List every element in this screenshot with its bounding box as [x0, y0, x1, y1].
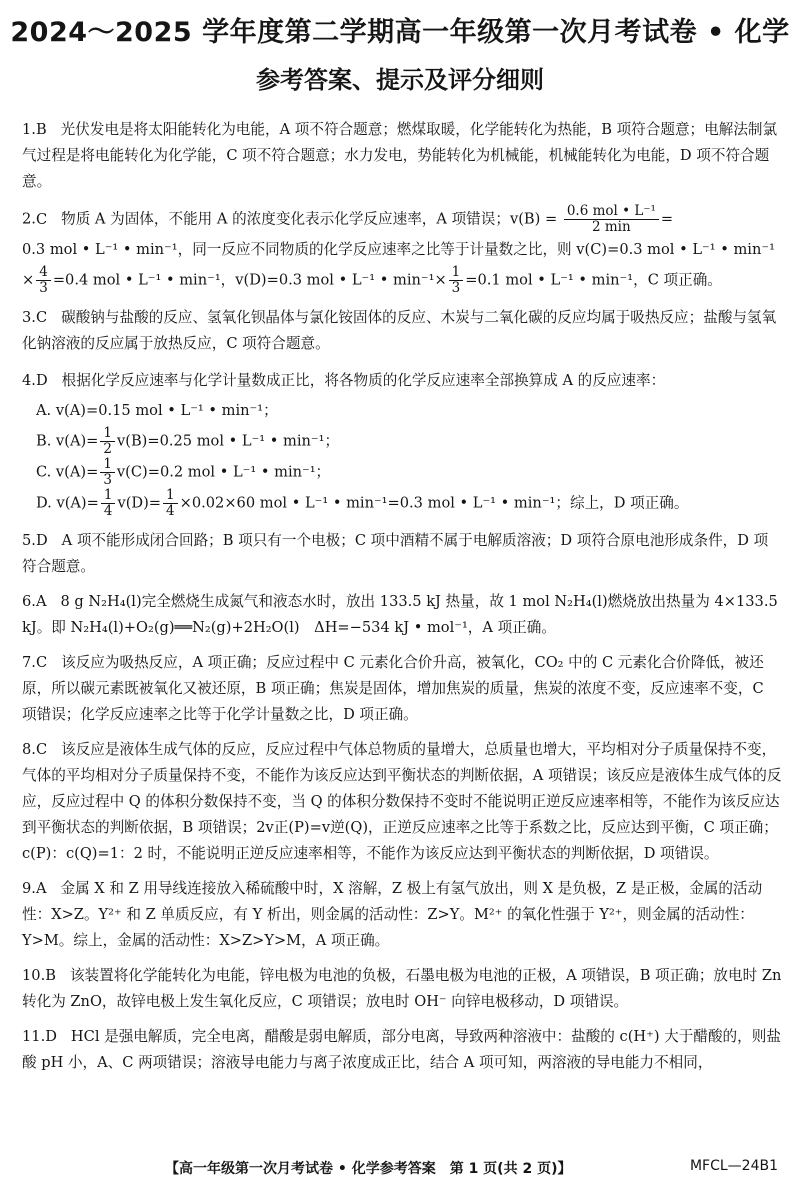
answer-item-7: 7.C 该反应为吸热反应，A 项正确；反应过程中 C 元素化合价升高，被氧化，CO₂ 中的 C 元素化合价降低，被还原，所以碳元素既被氧化又被还原，B 项正确；焦炭是固体，增加焦炭的质量，焦炭的浓度不变，反应速率不变，C 项错误；化学反应速率之比等于化学计量数之比，D 项正确。: [22, 654, 764, 723]
answer-letter: C: [35, 210, 48, 228]
explanation: 该反应是液体生成气体的反应，反应过程中气体总物质的量增大，总质量也增大，平均相对分子质量保持不变，气体的平均相对分子质量保持不变，不能作为该反应达到平衡状态的判断依据，A 项错误；该反应是液体生成气体的反应，反应过程中 Q 的体积分数保持不变，当 Q 的体积分数保持不变时不能说明正逆反应速率相等，不能作为该反应达到平衡状态的判断依据，B 项错误；2v正(P)=v逆(Q)，正逆反应速率之比等于系数之比，反应达到平衡，C 项正确；c(P)：c(Q)=1：2 时，不能说明正逆反应速率相等，不能作为该反应达到平衡状态的判断依据，D 项错误。: [22, 741, 782, 862]
answer-letter: C: [35, 309, 48, 326]
answer-item-2: 2.C 物质 A 为固体，不能用 A 的浓度变化表示化学反应速率，A 项错误；v(B) = $\frac{\text{0.6 mol • L⁻¹}}{2 \min}$ = 0.3 mol • L⁻¹ • min⁻¹，同一反应不同物质的化学反应速率之比等于计量数之比，则 v(C)=0.3 mol • L⁻¹ • min⁻¹ × $\frac{4}{3}$ =0.4 mol • L⁻¹ • min⁻¹，v(D)=0.3 mol • L⁻¹ • min⁻¹× $\frac{1}{3}$ =0.1 mol • L⁻¹ • min⁻¹，C 项正确。: [22, 204, 782, 296]
answer-letter: D: [45, 1028, 57, 1045]
answer-item-6: 6.A 8 g N₂H₄(l)完全燃烧生成氮气和液态水时，放出 133.5 kJ 热量，故 1 mol N₂H₄(l)燃烧放出热量为 4×133.5 kJ。即 N₂H₄(l)+O₂(g)══N₂(g)+2H₂O(l) ΔH=−534 kJ • mol⁻¹，A 项正确。: [22, 593, 778, 636]
answer-list: [22, 117, 782, 1085]
explanation: 光伏发电是将太阳能转化为电能，A 项不符合题意；燃煤取暖，化学能转化为热能，B 项符合题意；电解法制氯气过程是将电能转化为化学能，C 项不符合题意；水力发电，势能转化为机械能，机械能转化为电能，D 项不符合题意。: [22, 121, 778, 190]
answer-letter: B: [45, 967, 56, 984]
answer-letter: C: [35, 654, 48, 671]
answer-item-11: 11.D HCl 是强电解质，完全电离，醋酸是弱电解质，部分电离，导致两种溶液中：盐酸的 c(H⁺) 大于醋酸的，则盐酸 pH 小，A、C 两项错误；溶液导电能力与离子浓度成正比，结合 A 项可知，两溶液的导电能力不相同，: [22, 1028, 781, 1071]
answer-item-3: 3.C 碳酸钠与盐酸的反应、氢氧化钡晶体与氯化铵固体的反应、木炭与二氧化碳的反应均属于吸热反应；盐酸与氢氧化钠溶液的反应属于放热反应，C 项符合题意。: [22, 309, 777, 352]
answer-letter: C: [35, 741, 48, 758]
fraction: $\frac{\text{0.6 mol • L⁻¹}}{2 \min}$: [564, 204, 659, 235]
page-title: 2024～2025 学年度第二学期高一年级第一次月考试卷 • 化学: [10, 17, 790, 48]
answer-letter: D: [35, 532, 48, 549]
answer-letter: A: [35, 593, 47, 610]
explanation: 该装置将化学能转化为电能，锌电极为电池的负极，石墨电极为电池的正极，A 项错误，B 项正确；放电时 Zn 转化为 ZnO，故锌电极上发生氧化反应，C 项错误；放电时 OH⁻ 向锌电极移动，D 项错误。: [22, 967, 782, 1010]
page-subtitle: 参考答案、提示及评分细则: [256, 66, 544, 94]
answer-letter: A: [35, 880, 47, 897]
option-d-calc: D. v(A)= $\frac{1}{4}$ v(D)= $\frac{1}{4}$ ×0.02×60 mol • L⁻¹ • min⁻¹=0.3 mol • L⁻¹ • min⁻¹；综上，D 项正确。: [36, 487, 689, 519]
fraction: $\frac{4}{3}$: [36, 265, 51, 296]
answer-item-1: 1.B 光伏发电是将太阳能转化为电能，A 项不符合题意；燃煤取暖，化学能转化为热能，B 项符合题意；电解法制氯气过程是将电能转化为化学能，C 项不符合题意；水力发电，势能转化为机械能，机械能转化为电能，D 项不符合题意。: [22, 121, 778, 190]
answer-item-4: 4.D 根据化学反应速率与化学计量数成正比，将各物质的化学反应速率全部换算成 A 的反应速率： A. v(A)=0.15 mol • L⁻¹ • min⁻¹； B. v(A)= $\frac{1}{2}$ v(B)=0.25 mol • L⁻¹ • min⁻¹； C. v(A)= $\frac{1}{3}$ v(C)=0.2 mol • L⁻¹ • min⁻¹； D. v(A)= $\frac{1}{4}$ v(D)= $\frac{1}{4}$ ×0.02×60 mol • L⁻¹ • min⁻¹=0.3 mol • L⁻¹ • min⁻¹；综上，D 项正确。: [22, 366, 782, 519]
option-a-calc: A. v(A)=0.15 mol • L⁻¹ • min⁻¹；: [36, 402, 278, 419]
explanation: A 项不能形成闭合回路；B 项只有一个电极；C 项中酒精不属于电解质溶液；D 项符合原电池形成条件，D 项符合题意。: [22, 532, 769, 575]
answer-item-10: 10.B 该装置将化学能转化为电能，锌电极为电池的负极，石墨电极为电池的正极，A 项错误，B 项正确；放电时 Zn 转化为 ZnO，故锌电极上发生氧化反应，C 项错误；放电时 OH⁻ 向锌电极移动，D 项错误。: [22, 967, 782, 1010]
answer-item-8: 8.C 该反应是液体生成气体的反应，反应过程中气体总物质的量增大，总质量也增大，平均相对分子质量保持不变，气体的平均相对分子质量保持不变，不能作为该反应达到平衡状态的判断依据，A 项错误；该反应是液体生成气体的反应，反应过程中 Q 的体积分数保持不变，当 Q 的体积分数保持不变时不能说明正逆反应速率相等，不能作为该反应达到平衡状态的判断依据，B 项错误；2v正(P)=v逆(Q)，正逆反应速率之比等于系数之比，反应达到平衡，C 项正确；c(P)：c(Q)=1：2 时，不能说明正逆反应速率相等，不能作为该反应达到平衡状态的判断依据，D 项错误。: [22, 741, 782, 862]
fraction: $\frac{1}{3}$: [449, 265, 464, 296]
explanation: HCl 是强电解质，完全电离，醋酸是弱电解质，部分电离，导致两种溶液中：盐酸的 c(H⁺) 大于醋酸的，则盐酸 pH 小，A、C 两项错误；溶液导电能力与离子浓度成正比，结合 A 项可知，两溶液的导电能力不相同，: [22, 1028, 781, 1071]
answer-letter: B: [35, 121, 47, 138]
explanation: 金属 X 和 Z 用导线连接放入稀硫酸中时，X 溶解，Z 极上有氢气放出，则 X 是负极，Z 是正极，金属的活动性：X>Z。Y²⁺ 和 Z 单质反应，有 Y 析出，则金属的活动性：Z>Y。M²⁺ 的氧化性强于 Y²⁺，则金属的活动性：Y>M。综上，金属的活动性：X>Z>Y>M，A 项正确。: [22, 880, 763, 949]
footer-code: MFCL—24B1: [689, 1158, 778, 1174]
option-b-calc: B. v(A)= $\frac{1}{2}$ v(B)=0.25 mol • L⁻¹ • min⁻¹；: [36, 425, 340, 457]
answer-item-9: 9.A 金属 X 和 Z 用导线连接放入稀硫酸中时，X 溶解，Z 极上有氢气放出，则 X 是负极，Z 是正极，金属的活动性：X>Z。Y²⁺ 和 Z 单质反应，有 Y 析出，则金属的活动性：Z>Y。M²⁺ 的氧化性强于 Y²⁺，则金属的活动性：Y>M。综上，金属的活动性：X>Z>Y>M，A 项正确。: [22, 880, 763, 949]
answer-item-5: 5.D A 项不能形成闭合回路；B 项只有一个电极；C 项中酒精不属于电解质溶液；D 项符合原电池形成条件，D 项符合题意。: [22, 532, 769, 575]
explanation-line: 0.3 mol • L⁻¹ • min⁻¹，同一反应不同物质的化学反应速率之比等于计量数之比，则 v(C)=0.3 mol • L⁻¹ • min⁻¹: [22, 241, 775, 258]
explanation: 碳酸钠与盐酸的反应、氢氧化钡晶体与氯化铵固体的反应、木炭与二氧化碳的反应均属于吸热反应；盐酸与氢氧化钠溶液的反应属于放热反应，C 项符合题意。: [22, 309, 777, 352]
option-c-calc: C. v(A)= $\frac{1}{3}$ v(C)=0.2 mol • L⁻¹ • min⁻¹；: [36, 456, 331, 488]
footer-page-info: 【高一年级第一次月考试卷 • 化学参考答案 第 1 页(共 2 页)】: [165, 1161, 572, 1177]
answer-letter: D: [35, 372, 48, 389]
explanation: 8 g N₂H₄(l)完全燃烧生成氮气和液态水时，放出 133.5 kJ 热量，故 1 mol N₂H₄(l)燃烧放出热量为 4×133.5 kJ。即 N₂H₄(l)+O₂(g)══N₂(g)+2H₂O(l) ΔH=−534 kJ • mol⁻¹，A 项正确。: [22, 593, 778, 636]
explanation: 该反应为吸热反应，A 项正确；反应过程中 C 元素化合价升高，被氧化，CO₂ 中的 C 元素化合价降低，被还原，所以碳元素既被氧化又被还原，B 项正确；焦炭是固体，增加焦炭的质量，焦炭的浓度不变，反应速率不变，C 项错误；化学反应速率之比等于化学计量数之比，D 项正确。: [22, 654, 764, 723]
